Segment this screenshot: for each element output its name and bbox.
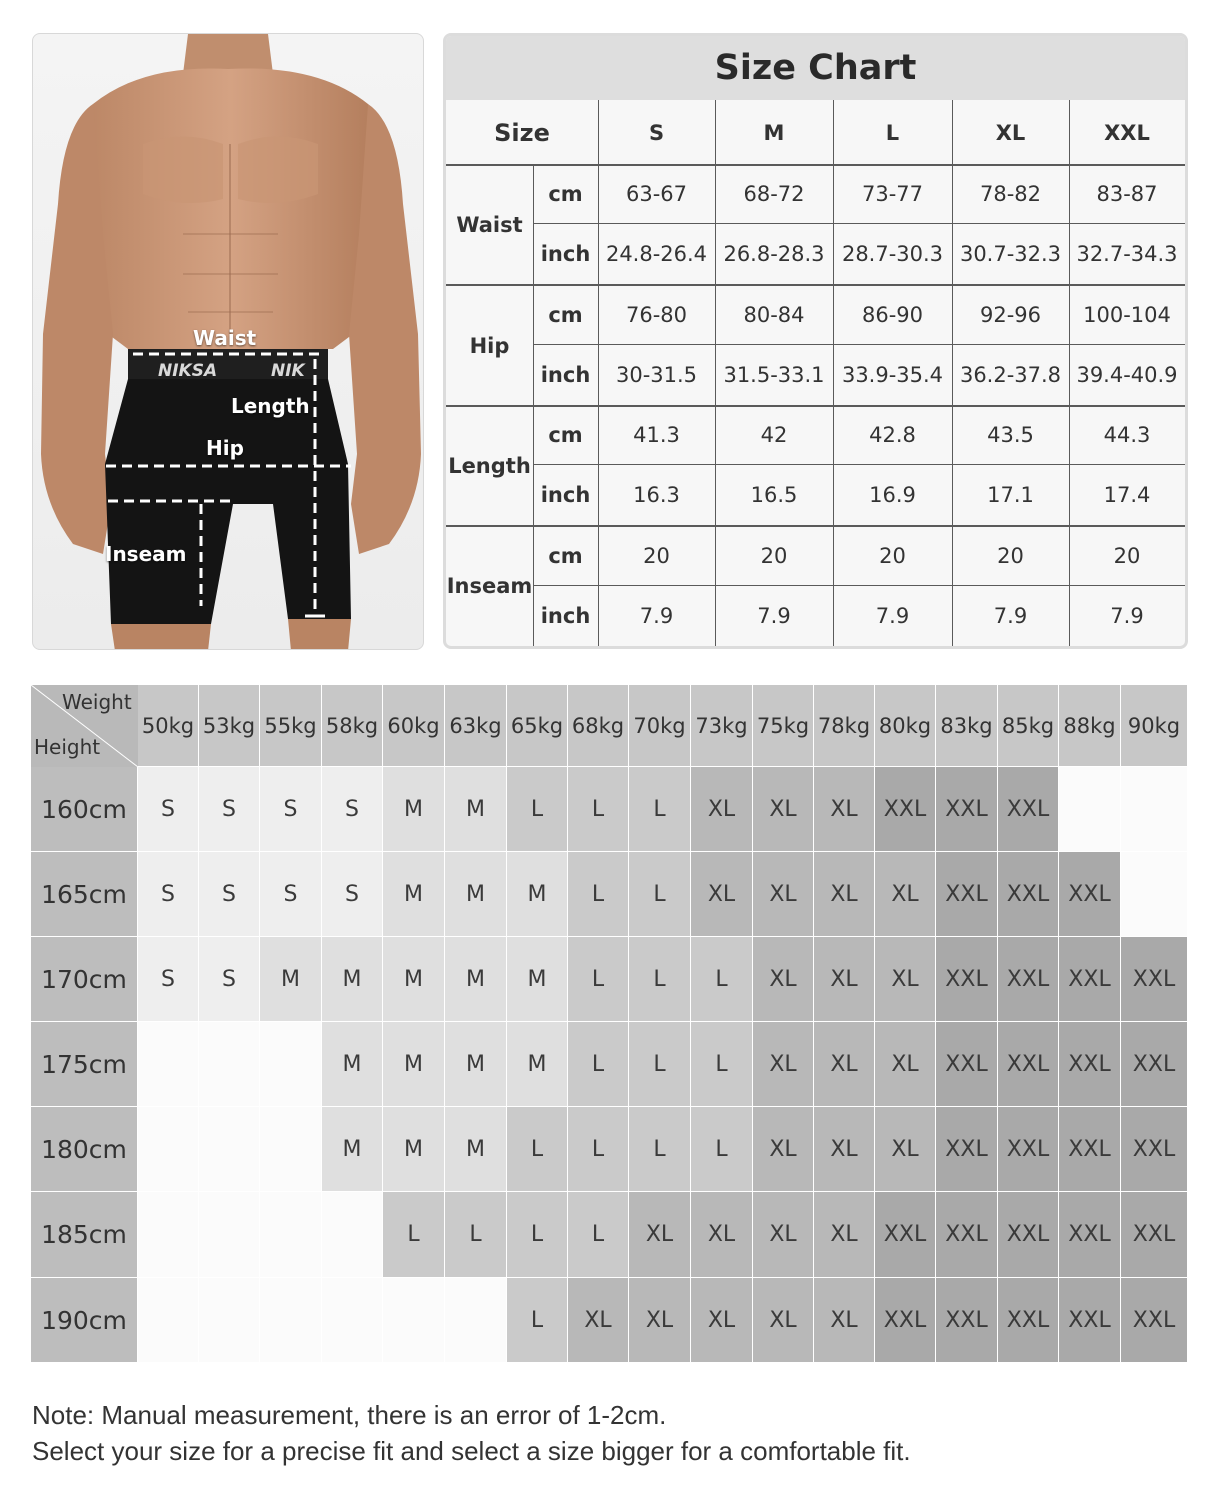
height-header: 190cm <box>31 1278 138 1363</box>
size-cell: XXL <box>936 767 998 852</box>
note-line-1: Note: Manual measurement, there is an error of 1-2cm. <box>32 1400 667 1430</box>
table-rule <box>533 223 1185 224</box>
table-cell: 42.8 <box>869 423 916 447</box>
size-cell: XL <box>691 1192 753 1278</box>
size-cell: M <box>383 1107 445 1192</box>
size-cell: XXL <box>1121 1022 1188 1107</box>
size-cell: XL <box>875 937 936 1022</box>
empty-cell <box>199 1022 260 1107</box>
size-cell: XXL <box>1121 1107 1188 1192</box>
size-cell: XL <box>814 1022 875 1107</box>
size-cell: XL <box>753 767 814 852</box>
size-cell: M <box>383 852 445 937</box>
size-cell: S <box>199 852 260 937</box>
table-cell: 20 <box>997 543 1024 568</box>
size-cell: XXL <box>998 937 1059 1022</box>
size-cell: XXL <box>1121 937 1188 1022</box>
size-cell: XXL <box>875 1192 936 1278</box>
size-cell: XL <box>814 852 875 937</box>
table-cell: 16.5 <box>750 483 798 507</box>
empty-cell <box>445 1278 507 1363</box>
table-cell: 83-87 <box>1096 182 1158 206</box>
table-cell: 30.7-32.3 <box>959 242 1062 266</box>
table-cell: 26.8-28.3 <box>723 242 825 266</box>
empty-cell <box>383 1278 445 1363</box>
size-cell: XXL <box>936 1278 998 1363</box>
table-rule <box>833 100 834 646</box>
size-cell: M <box>445 937 507 1022</box>
waist-label: Waist <box>193 326 257 350</box>
table-cell: 36.2-37.8 <box>959 363 1062 387</box>
table-cell: 32.7-34.3 <box>1076 242 1178 266</box>
weight-header: 50kg <box>138 685 199 767</box>
size-cell: XL <box>814 1107 875 1192</box>
size-cell: XXL <box>1059 1192 1121 1278</box>
empty-cell <box>138 1278 199 1363</box>
table-rule <box>598 100 599 646</box>
weight-header: 78kg <box>814 685 875 767</box>
size-cell: XXL <box>998 1278 1059 1363</box>
size-cell: L <box>691 1107 753 1192</box>
height-header: 170cm <box>31 937 138 1022</box>
size-cell: M <box>322 1022 383 1107</box>
hip-label: Hip <box>206 436 244 460</box>
size-cell: M <box>507 937 568 1022</box>
size-column-s: S <box>648 120 665 145</box>
size-cell: XL <box>753 1022 814 1107</box>
weight-header: 68kg <box>568 685 629 767</box>
table-rule <box>715 100 716 646</box>
size-cell: S <box>322 852 383 937</box>
empty-cell <box>260 1192 322 1278</box>
size-cell: XXL <box>936 1022 998 1107</box>
empty-cell <box>138 1022 199 1107</box>
size-cell: L <box>568 767 629 852</box>
size-column-m: M <box>763 120 785 145</box>
weight-header: 65kg <box>507 685 568 767</box>
size-cell: M <box>383 767 445 852</box>
table-rule <box>446 525 1185 527</box>
size-cell: XXL <box>875 767 936 852</box>
table-cell: 24.8-26.4 <box>605 242 708 266</box>
unit-cm: cm <box>548 543 583 568</box>
weight-header: 90kg <box>1121 685 1188 767</box>
table-rule <box>533 165 534 646</box>
size-cell: S <box>138 852 199 937</box>
size-cell: XL <box>814 1192 875 1278</box>
table-cell: 86-90 <box>861 302 924 327</box>
size-cell: M <box>445 767 507 852</box>
weight-height-grid <box>31 685 1188 1366</box>
size-chart-table <box>443 33 1188 649</box>
table-cell: 42 <box>760 423 788 447</box>
table-rule <box>446 164 1185 166</box>
size-cell: XL <box>568 1278 629 1363</box>
size-cell: XXL <box>998 1192 1059 1278</box>
empty-cell <box>260 1278 322 1363</box>
height-header: 160cm <box>31 767 138 852</box>
size-cell: XL <box>814 937 875 1022</box>
size-cell: L <box>568 937 629 1022</box>
table-cell: 16.9 <box>869 483 916 507</box>
height-header: 180cm <box>31 1107 138 1192</box>
table-rule <box>446 405 1185 407</box>
measure-label-hip: Hip <box>469 333 510 358</box>
size-column-xl: XL <box>995 120 1026 145</box>
table-cell: 33.9-35.4 <box>841 363 944 387</box>
size-cell: XXL <box>1121 1278 1188 1363</box>
empty-cell <box>199 1107 260 1192</box>
weight-header: 70kg <box>629 685 691 767</box>
size-cell: XXL <box>998 1022 1059 1107</box>
size-cell: XXL <box>1059 1278 1121 1363</box>
table-cell: 20 <box>760 543 788 568</box>
weight-header: 55kg <box>260 685 322 767</box>
size-cell: XXL <box>936 1107 998 1192</box>
size-cell: M <box>445 1022 507 1107</box>
weight-header: 88kg <box>1059 685 1121 767</box>
size-cell: M <box>260 937 322 1022</box>
table-cell: 92-96 <box>979 302 1042 327</box>
size-cell: L <box>629 1107 691 1192</box>
weight-header: 75kg <box>753 685 814 767</box>
size-cell: XXL <box>936 852 998 937</box>
size-cell: L <box>691 937 753 1022</box>
empty-cell <box>322 1278 383 1363</box>
size-cell: S <box>138 937 199 1022</box>
size-cell: L <box>507 1278 568 1363</box>
unit-inch: inch <box>540 363 591 387</box>
size-cell: S <box>138 767 199 852</box>
brand-logo: NIKSA <box>158 361 218 381</box>
empty-cell <box>138 1107 199 1192</box>
table-cell: 17.1 <box>987 483 1034 507</box>
size-cell: S <box>199 767 260 852</box>
size-column-xxl: XXL <box>1104 120 1150 145</box>
size-cell: XXL <box>1121 1192 1188 1278</box>
weight-header: 85kg <box>998 685 1059 767</box>
size-cell: L <box>445 1192 507 1278</box>
table-cell: 7.9 <box>639 603 674 628</box>
size-cell: XXL <box>875 1278 936 1363</box>
size-cell: XXL <box>936 937 998 1022</box>
size-cell: XXL <box>998 1107 1059 1192</box>
table-rule <box>446 284 1185 286</box>
empty-cell <box>260 1022 322 1107</box>
size-cell: XXL <box>1059 852 1121 937</box>
table-cell: 78-82 <box>979 182 1042 206</box>
corner-weight-label: Weight <box>62 690 132 714</box>
table-cell: 43.5 <box>987 423 1034 447</box>
size-cell: L <box>507 767 568 852</box>
size-header: Size <box>494 118 550 147</box>
table-cell: 44.3 <box>1103 423 1151 447</box>
brand-logo-partial: NIK <box>271 361 305 381</box>
size-cell: M <box>383 937 445 1022</box>
size-cell: L <box>507 1107 568 1192</box>
size-cell: XL <box>875 1107 936 1192</box>
empty-cell <box>322 1192 383 1278</box>
size-cell: S <box>322 767 383 852</box>
table-cell: 20 <box>879 543 906 568</box>
size-cell: L <box>629 852 691 937</box>
size-cell: S <box>260 767 322 852</box>
size-cell: L <box>629 1022 691 1107</box>
height-header: 175cm <box>31 1022 138 1107</box>
table-cell: 41.3 <box>633 423 680 447</box>
empty-cell <box>199 1278 260 1363</box>
table-cell: 30-31.5 <box>615 363 698 387</box>
size-cell: XL <box>753 937 814 1022</box>
unit-inch: inch <box>540 242 591 266</box>
corner-height-label: Height <box>34 735 101 759</box>
size-cell: XL <box>753 1278 814 1363</box>
size-cell: L <box>383 1192 445 1278</box>
model-photo <box>32 33 424 650</box>
height-header: 185cm <box>31 1192 138 1278</box>
size-cell: XXL <box>1059 1107 1121 1192</box>
size-cell: L <box>507 1192 568 1278</box>
size-cell: S <box>199 937 260 1022</box>
size-cell: XL <box>691 852 753 937</box>
table-cell: 28.7-30.3 <box>841 242 944 266</box>
empty-cell <box>1121 852 1188 937</box>
size-cell: M <box>507 852 568 937</box>
size-cell: XL <box>629 1192 691 1278</box>
table-cell: 63-67 <box>625 182 688 206</box>
size-cell: XL <box>691 767 753 852</box>
size-cell: L <box>568 1192 629 1278</box>
table-rule <box>533 585 1185 586</box>
size-cell: XL <box>753 1107 814 1192</box>
empty-cell <box>199 1192 260 1278</box>
table-cell: 39.4-40.9 <box>1076 363 1178 387</box>
size-cell: XL <box>814 767 875 852</box>
size-cell: L <box>568 1107 629 1192</box>
size-cell: M <box>445 1107 507 1192</box>
size-cell: XL <box>814 1278 875 1363</box>
size-cell: XL <box>875 852 936 937</box>
weight-header: 53kg <box>199 685 260 767</box>
size-cell: M <box>507 1022 568 1107</box>
table-cell: 68-72 <box>743 182 805 206</box>
table-cell: 7.9 <box>1110 603 1144 628</box>
table-cell: 7.9 <box>993 603 1028 628</box>
unit-cm: cm <box>548 302 583 327</box>
table-cell: 7.9 <box>757 603 791 628</box>
empty-cell <box>1059 767 1121 852</box>
weight-header: 60kg <box>383 685 445 767</box>
size-cell: S <box>260 852 322 937</box>
empty-cell <box>1121 767 1188 852</box>
size-cell: XXL <box>998 852 1059 937</box>
measure-label-inseam: Inseam <box>446 574 533 598</box>
unit-cm: cm <box>548 423 583 447</box>
unit-cm: cm <box>548 182 583 206</box>
table-cell: 80-84 <box>743 302 805 327</box>
size-cell: XXL <box>1059 1022 1121 1107</box>
height-header: 165cm <box>31 852 138 937</box>
size-cell: L <box>568 1022 629 1107</box>
empty-cell <box>138 1192 199 1278</box>
table-cell: 73-77 <box>861 182 924 206</box>
table-cell: 20 <box>643 543 670 568</box>
size-column-l: L <box>885 120 900 145</box>
table-cell: 17.4 <box>1103 483 1151 507</box>
weight-header: 63kg <box>445 685 507 767</box>
size-cell: L <box>629 937 691 1022</box>
table-cell: 100-104 <box>1083 302 1171 327</box>
table-cell: 20 <box>1113 543 1141 568</box>
table-cell: 76-80 <box>625 302 688 327</box>
size-cell: L <box>629 767 691 852</box>
weight-header: 58kg <box>322 685 383 767</box>
empty-cell <box>260 1107 322 1192</box>
measure-label-length: Length <box>448 454 531 478</box>
size-cell: XL <box>753 852 814 937</box>
length-label: Length <box>231 394 310 418</box>
table-cell: 16.3 <box>633 483 680 507</box>
size-cell: XL <box>629 1278 691 1363</box>
size-cell: M <box>383 1022 445 1107</box>
weight-header: 73kg <box>691 685 753 767</box>
table-rule <box>952 100 953 646</box>
size-cell: XL <box>691 1278 753 1363</box>
table-rule <box>533 344 1185 345</box>
size-cell: XXL <box>998 767 1059 852</box>
weight-header: 83kg <box>936 685 998 767</box>
size-cell: XL <box>875 1022 936 1107</box>
size-cell: L <box>568 852 629 937</box>
unit-inch: inch <box>540 603 591 628</box>
table-cell: 31.5-33.1 <box>723 363 825 387</box>
note-line-2: Select your size for a precise fit and select a size bigger for a comfortable fit. <box>32 1436 911 1466</box>
grid-corner <box>31 685 138 767</box>
size-cell: M <box>445 852 507 937</box>
unit-inch: inch <box>540 483 591 507</box>
size-cell: L <box>691 1022 753 1107</box>
table-rule <box>533 464 1185 465</box>
size-cell: XXL <box>936 1192 998 1278</box>
table-rule <box>1069 100 1070 646</box>
measure-label-waist: Waist <box>456 213 523 237</box>
size-cell: XXL <box>1059 937 1121 1022</box>
size-cell: M <box>322 1107 383 1192</box>
size-chart-title: Size Chart <box>446 36 1185 100</box>
weight-header: 80kg <box>875 685 936 767</box>
table-cell: 7.9 <box>875 603 910 628</box>
size-cell: M <box>322 937 383 1022</box>
inseam-label: Inseam <box>105 542 187 566</box>
size-cell: XL <box>753 1192 814 1278</box>
